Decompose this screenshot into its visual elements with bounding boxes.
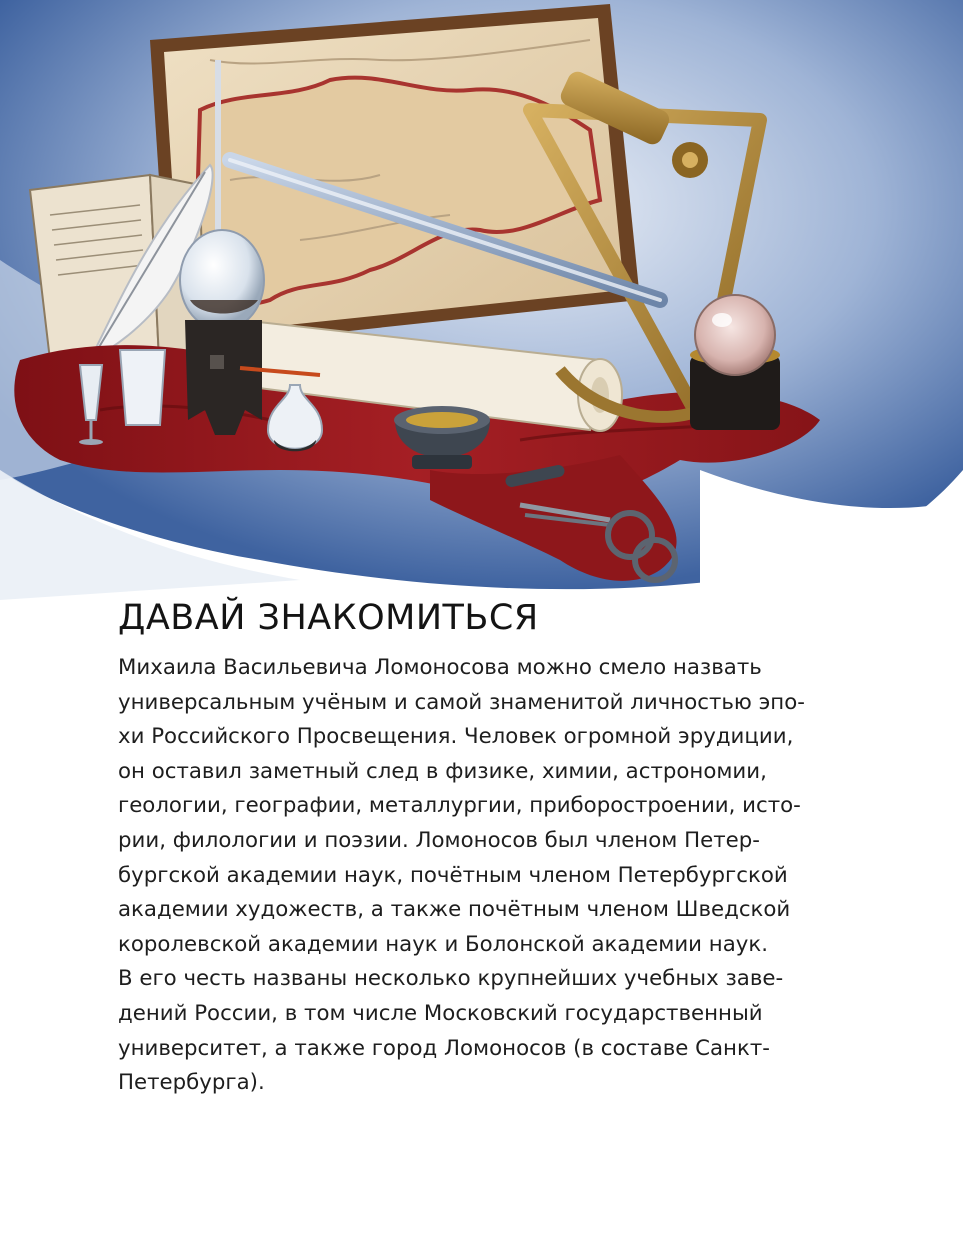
body-line: хи Российского Просвещения. Человек огромной эрудиции, [118,724,794,750]
round-flask-on-stand [690,295,780,430]
section-heading: ДАВАЙ ЗНАКОМИТЬСЯ [118,598,539,638]
body-line: Петербурга). [118,1070,265,1096]
body-line: королевской академии наук и Болонской академии наук. [118,931,768,957]
article-body [118,651,848,1101]
body-line: академии художеств, а также почётным членом Шведской [118,897,791,923]
body-line: Михаила Васильевича Ломоносова можно смело назвать [118,655,762,680]
body-line: универсальным учёным и самой знаменитой личностью эпо- [118,689,805,715]
body-line: университет, а также город Ломоносов (в составе Санкт- [118,1035,770,1061]
science-still-life-illustration [0,0,963,600]
body-line: геологии, географии, металлургии, приборостроении, исто- [118,793,801,819]
body-line: В его честь названы несколько крупнейших учебных заве- [118,966,784,992]
body-line: он оставил заметный след в физике, химии, астрономии, [118,758,767,784]
body-line: бургской академии наук, почётным членом Петербургской [118,862,788,888]
body-line: дений России, в том числе Московский государственный [118,1000,763,1026]
body-line: рии, филологии и поэзии. Ломоносов был членом Петер- [118,827,760,853]
